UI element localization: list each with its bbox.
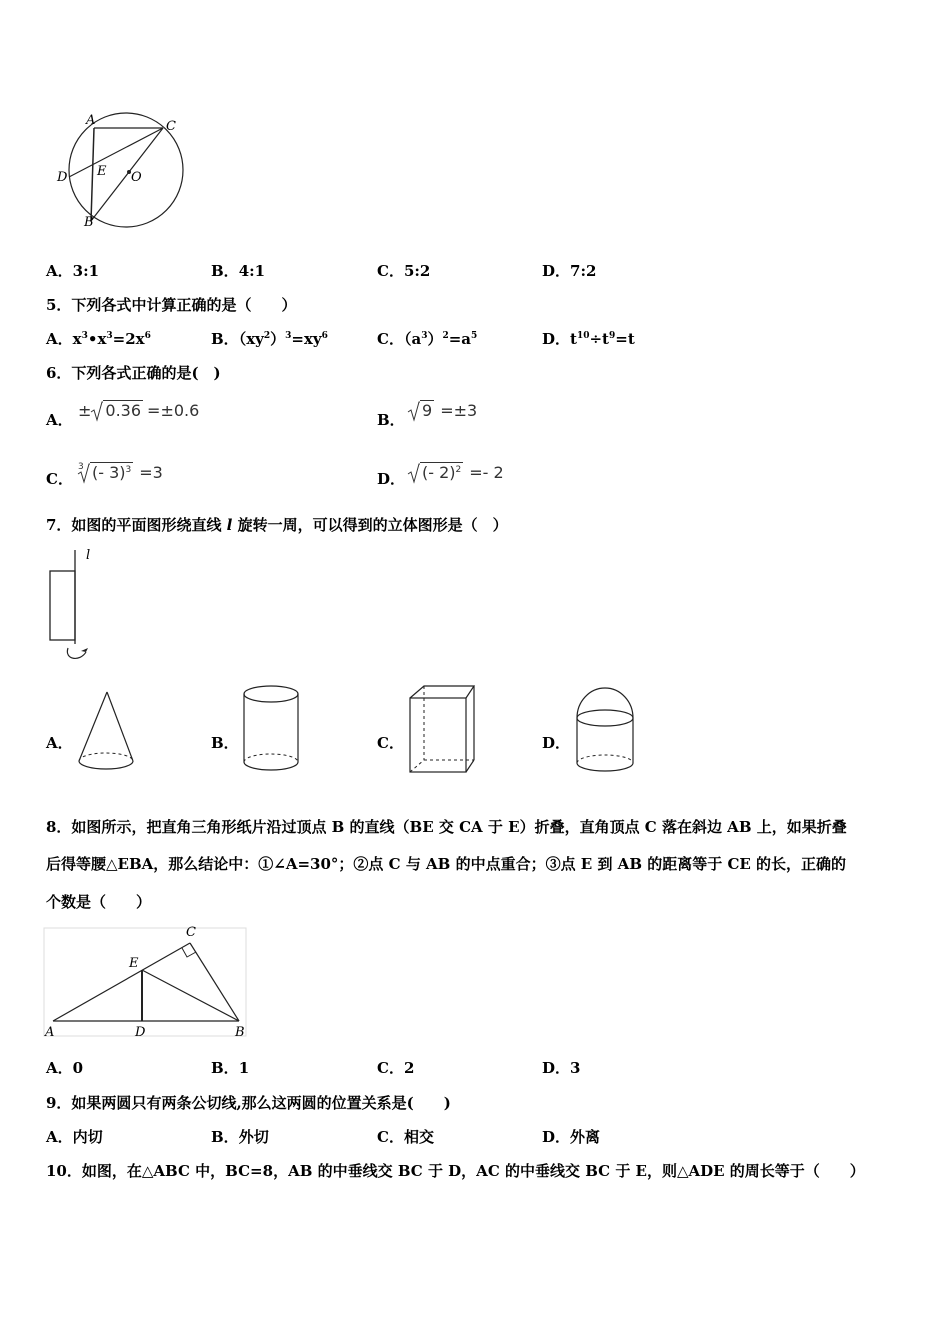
- circle-label-C: C: [166, 119, 176, 134]
- axis-label-l: l: [86, 548, 91, 563]
- q8-stem-line2: 后得等腰△EBA，那么结论中：①∠A=30°；②点 C 与 AB 的中点重合；③点 E 到 AB 的距离等于 CE 的长，正确的: [46, 855, 847, 873]
- q4-option-d: D．7:2: [542, 262, 597, 280]
- q7-option-d-letter: D．: [542, 734, 571, 752]
- q6-option-d-expr: (- 2)$^2$ =- 2: [408, 462, 504, 484]
- q4-option-a: A．3:1: [46, 262, 100, 280]
- q5-option-a: A．$x^3•x^3=2x^6$: [46, 330, 151, 348]
- q8-option-a: A．0: [46, 1059, 84, 1077]
- q8-stem-line1: 8．如图所示，把直角三角形纸片沿过顶点 B 的直线（BE 交 CA 于 E）折叠，直角顶点 C 落在斜边 AB 上，如果折叠: [46, 818, 847, 836]
- q6-option-c-letter: C．: [46, 470, 73, 488]
- q7-stem: 7．如图的平面图形绕直线 l 旋转一周，可以得到的立体图形是（ ）: [46, 516, 508, 534]
- q8-option-d: D．3: [542, 1059, 581, 1077]
- q5-option-b: B．$(xy^2)^3=xy^6$: [211, 330, 328, 348]
- q6-option-a-expr: ± 0.36 =±0.6: [78, 401, 200, 420]
- circle-label-A: A: [86, 113, 96, 128]
- q6-option-a-letter: A．: [46, 411, 73, 429]
- circle-figure: [50, 112, 200, 232]
- radical-icon: [408, 463, 420, 483]
- q7-option-a-letter: A．: [46, 734, 73, 752]
- q9-stem: 9．如果两圆只有两条公切线,那么这两圆的位置关系是( ): [46, 1094, 451, 1112]
- q9-option-d: D．外离: [542, 1128, 601, 1146]
- triangle-label-E: E: [129, 956, 139, 971]
- triangle-label-D: D: [135, 1025, 146, 1040]
- cuboid-icon: [408, 684, 478, 776]
- q4-option-c: C．5:2: [377, 262, 431, 280]
- cylinder-hemisphere-icon: [575, 686, 637, 776]
- q6-option-b-expr: 9 =±3: [408, 400, 477, 422]
- q8-option-b: B．1: [211, 1059, 250, 1077]
- q9-option-b: B．外切: [211, 1128, 269, 1146]
- q7-option-c-letter: C．: [377, 734, 404, 752]
- triangle-figure: [44, 928, 254, 1038]
- circle-label-O: O: [131, 170, 142, 185]
- q10-stem: 10．如图，在△ABC 中，BC=8，AB 的中垂线交 BC 于 D，AC 的中垂线交 BC 于 E，则△ADE 的周长等于（ ）: [46, 1162, 865, 1180]
- q6-stem: 6．下列各式正确的是( ): [46, 364, 221, 382]
- q4-option-b: B．4:1: [211, 262, 266, 280]
- triangle-label-B: B: [235, 1025, 245, 1040]
- q8-option-c: C．2: [377, 1059, 415, 1077]
- q7-option-b-letter: B．: [211, 734, 239, 752]
- radical-icon: [78, 463, 90, 483]
- cylinder-icon: [243, 684, 303, 774]
- q5-option-c: C．$(a^3)^2=a^5$: [377, 330, 478, 348]
- triangle-label-A: A: [45, 1025, 55, 1040]
- q6-option-d-letter: D．: [377, 470, 406, 488]
- circle-label-D: D: [57, 170, 68, 185]
- rotation-figure: [44, 548, 104, 668]
- q9-option-a: A．内切: [46, 1128, 103, 1146]
- radical-icon: [408, 401, 420, 421]
- q8-stem-line3: 个数是（ ）: [46, 893, 152, 911]
- q9-option-c: C．相交: [377, 1128, 434, 1146]
- q6-option-c-expr: 3 (- 3)$^3$ =3: [78, 462, 163, 482]
- circle-label-E: E: [97, 164, 107, 179]
- triangle-label-C: C: [186, 925, 196, 940]
- q5-stem: 5．下列各式中计算正确的是（ ）: [46, 296, 297, 314]
- circle-label-B: B: [84, 215, 94, 230]
- cone-icon: [77, 690, 137, 772]
- q5-option-d: D．$t^{10}\div t^9=t$: [542, 330, 635, 348]
- radical-icon: [91, 401, 103, 421]
- q6-option-b-letter: B．: [377, 411, 405, 429]
